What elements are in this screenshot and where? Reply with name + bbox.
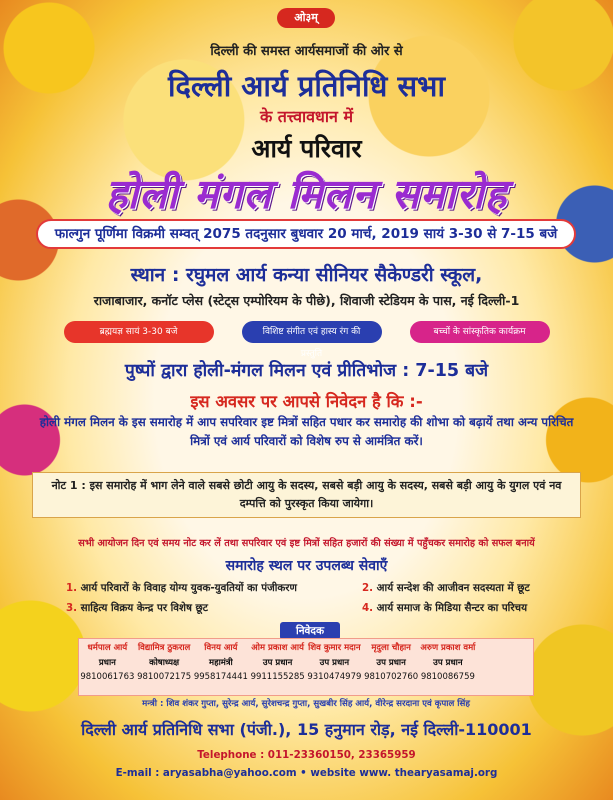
service-item: 2. आर्य सन्देश की आजीवन सदस्यता में छूट — [362, 582, 530, 594]
note-box: नोट 1 : इस समारोह में भाग लेने वाले सबसे छोटी आयु के सदस्य, सबसे बड़ी आयु के सदस्य, सबसे बड़ी आयु के युगल एवं नव दम्पत्ति को पुरस्कृत किया जायेगा। — [32, 472, 581, 518]
venue-name: स्थान : रघुमल आर्य कन्या सीनियर सैकेण्डरी स्कूल, — [130, 264, 483, 286]
program-row — [0, 321, 613, 359]
service-item: 4. आर्य समाज के मिडिया सैन्टर का परिचय — [362, 602, 528, 614]
patronage-line: के तत्त्वावधान में — [259, 107, 354, 126]
event-title: होली मंगल मिलन समारोह — [105, 170, 508, 218]
member-card: धर्मपाल आर्य प्रधान 9810061763 — [80, 643, 135, 682]
program-badge: बच्चों के सांस्कृतिक कार्यक्रम — [410, 321, 550, 343]
member-card: मृदुला चौहान उप प्रधान 9810702760 — [364, 643, 419, 682]
organizer-line: दिल्ली की समस्त आर्यसमाजों की ओर से — [210, 44, 403, 59]
services-list — [66, 581, 566, 615]
feast-line: पुष्पों द्वारा होली-मंगल मिलन एवं प्रीतिभोज : 7-15 बजे — [124, 361, 489, 381]
nivedak-label: निवेदक — [280, 622, 340, 640]
sabha-address: दिल्ली आर्य प्रतिनिधि सभा (पंजी.), 15 हनुमान रोड़, नई दिल्ली-110001 — [81, 720, 532, 739]
member-card: विद्यामित्र ठुकराल कोषाध्यक्ष 9810072175 — [137, 643, 192, 682]
services-title: समारोह स्थल पर उपलब्ध सेवाएँ — [225, 558, 388, 574]
venue-address: राजाबाजार, कनॉट प्लेस (स्टेट्स एम्पोरियम के पीछे), शिवाजी स्टेडियम के पास, नई दिल्ली-1 — [93, 293, 520, 308]
program-badge: विशिष्ट संगीत एवं हास्य रंग की प्रस्तुति — [242, 321, 382, 343]
event-date: फाल्गुन पूर्णिमा विक्रमी सम्वत् 2075 तदनुसार बुधवार 20 मार्च, 2019 सायं 3-30 से 7-15 बजे — [36, 219, 576, 249]
telephone-line: Telephone : 011-23360150, 23365959 — [197, 749, 416, 761]
member-card: शिव कुमार मदान उप प्रधान 9310474979 — [307, 643, 362, 682]
members-table — [78, 638, 534, 696]
family-line: आर्य परिवार — [251, 134, 362, 163]
appeal-line: सभी आयोजन दिन एवं समय नोट कर लें तथा सपरिवार एवं इष्ट मित्रों सहित हजारों की संख्या में पहुँचकर समारोह को सफल बनायें — [78, 538, 535, 549]
invite-text: होली मंगल मिलन के इस समारोह में आप सपरिवार इष्ट मित्रों सहित पधार कर समारोह की शोभा को बढ़ायें तथा अन्य परिचित मित्रों एवं आर्य परिवारों को विशेष रुप से आमंत्रित करें। — [39, 415, 574, 448]
om-badge: ओ३म् — [277, 8, 335, 28]
member-card: अरुण प्रकाश वर्मा उप प्रधान 9810086759 — [420, 643, 476, 682]
email-website-line: E-mail : aryasabha@yahoo.com • website www. thearyasamaj.org — [115, 767, 498, 779]
member-card: विनय आर्य महामंत्री 9958174441 — [193, 643, 248, 682]
service-item: 3. साहित्य विक्रय केन्द्र पर विशेष छूट — [66, 602, 208, 614]
service-item: 1. आर्य परिवारों के विवाह योग्य युवक-युवतियों का पंजीकरण — [66, 582, 297, 594]
member-card: ओम प्रकाश आर्य उप प्रधान 9911155285 — [250, 643, 305, 682]
organization-name: दिल्ली आर्य प्रतिनिधि सभा — [168, 69, 445, 103]
program-badge: ब्रह्मयज्ञ सायं 3-30 बजे — [64, 321, 214, 343]
invite-heading: इस अवसर पर आपसे निवेदन है कि :- — [190, 392, 423, 411]
ministers-line: मन्त्री : शिव शंकर गुप्ता, सुरेन्द्र आर्य, सुरेशचन्द्र गुप्ता, सुखबीर सिंह आर्य, वीरेन्द्र सरदाना एवं कृपाल सिंह — [142, 699, 470, 709]
